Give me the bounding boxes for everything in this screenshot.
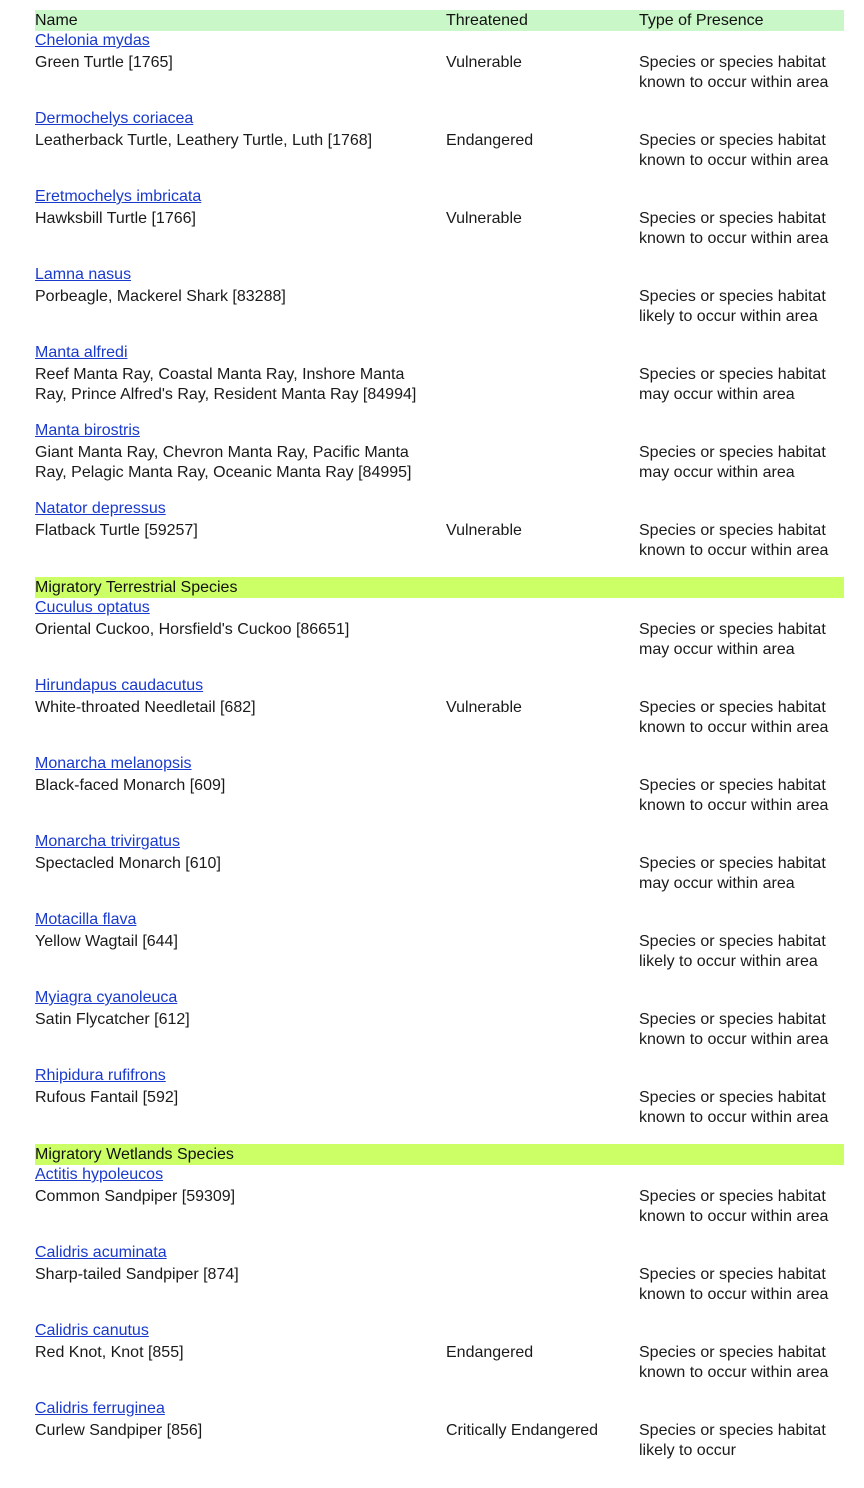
species-scientific-name-link[interactable]: Lamna nasus xyxy=(35,266,132,283)
column-header-presence: Type of Presence xyxy=(639,12,764,29)
threatened-status: Vulnerable xyxy=(446,54,522,71)
species-scientific-name-link[interactable]: Eretmochelys imbricata xyxy=(35,188,202,205)
section-title: Migratory Wetlands Species xyxy=(35,1146,234,1163)
presence-type: Species or species habitat likely to occur within area xyxy=(639,288,826,325)
presence-type: Species or species habitat may occur within area xyxy=(639,444,826,481)
species-row xyxy=(35,343,844,421)
presence-type: Species or species habitat known to occur within area xyxy=(639,777,829,814)
species-common-name: Spectacled Monarch [610] xyxy=(35,855,221,872)
species-row xyxy=(35,265,844,343)
species-common-name: Green Turtle [1765] xyxy=(35,54,173,71)
presence-type: Species or species habitat known to occur within area xyxy=(639,1188,829,1225)
species-common-name: Flatback Turtle [59257] xyxy=(35,522,198,539)
species-common-name: Oriental Cuckoo, Horsfield's Cuckoo [86651] xyxy=(35,621,350,638)
section-header xyxy=(35,1144,844,1165)
species-scientific-name-link[interactable]: Calidris acuminata xyxy=(35,1244,167,1261)
threatened-status: Critically Endangered xyxy=(446,1422,599,1439)
species-scientific-name-link[interactable]: Manta alfredi xyxy=(35,344,128,361)
presence-type: Species or species habitat known to occur within area xyxy=(639,1089,829,1126)
presence-type: Species or species habitat likely to occur within area xyxy=(639,933,826,970)
species-scientific-name-link[interactable]: Monarcha trivirgatus xyxy=(35,833,180,850)
species-scientific-name-link[interactable]: Motacilla flava xyxy=(35,911,137,928)
table-header-row xyxy=(35,10,844,31)
species-common-name: Reef Manta Ray, Coastal Manta Ray, Inshore Manta Ray, Prince Alfred's Ray, Resident Manta Ray [84994] xyxy=(35,366,417,403)
species-row xyxy=(35,31,844,109)
presence-type: Species or species habitat may occur within area xyxy=(639,855,826,892)
species-common-name: Hawksbill Turtle [1766] xyxy=(35,210,196,227)
species-scientific-name-link[interactable]: Natator depressus xyxy=(35,500,166,517)
species-table xyxy=(35,10,844,1477)
presence-type: Species or species habitat likely to occur xyxy=(639,1422,826,1459)
species-row xyxy=(35,1066,844,1144)
species-common-name: Porbeagle, Mackerel Shark [83288] xyxy=(35,288,286,305)
threatened-status: Endangered xyxy=(446,1344,534,1361)
threatened-status: Endangered xyxy=(446,132,534,149)
species-row xyxy=(35,109,844,187)
species-scientific-name-link[interactable]: Dermochelys coriacea xyxy=(35,110,194,127)
presence-type: Species or species habitat known to occur within area xyxy=(639,1011,829,1048)
presence-type: Species or species habitat known to occur within area xyxy=(639,1344,829,1381)
species-common-name: Yellow Wagtail [644] xyxy=(35,933,178,950)
species-common-name: White-throated Needletail [682] xyxy=(35,699,256,716)
species-scientific-name-link[interactable]: Calidris canutus xyxy=(35,1322,149,1339)
species-common-name: Giant Manta Ray, Chevron Manta Ray, Pacific Manta Ray, Pelagic Manta Ray, Oceanic Manta Ray [84995] xyxy=(35,444,412,481)
species-scientific-name-link[interactable]: Cuculus optatus xyxy=(35,599,150,616)
presence-type: Species or species habitat may occur within area xyxy=(639,366,826,403)
presence-type: Species or species habitat known to occur within area xyxy=(639,699,829,736)
threatened-status: Vulnerable xyxy=(446,699,522,716)
species-common-name: Rufous Fantail [592] xyxy=(35,1089,179,1106)
species-common-name: Black-faced Monarch [609] xyxy=(35,777,226,794)
threatened-status: Vulnerable xyxy=(446,210,522,227)
species-row xyxy=(35,676,844,754)
presence-type: Species or species habitat known to occur within area xyxy=(639,1266,829,1303)
species-common-name: Red Knot, Knot [855] xyxy=(35,1344,184,1361)
section-title: Migratory Terrestrial Species xyxy=(35,579,238,596)
species-common-name: Curlew Sandpiper [856] xyxy=(35,1422,203,1439)
species-scientific-name-link[interactable]: Hirundapus caudacutus xyxy=(35,677,204,694)
table-body xyxy=(35,31,844,1477)
species-common-name: Sharp-tailed Sandpiper [874] xyxy=(35,1266,239,1283)
species-scientific-name-link[interactable]: Actitis hypoleucos xyxy=(35,1166,164,1183)
species-row xyxy=(35,1399,844,1477)
species-row xyxy=(35,1321,844,1399)
species-common-name: Common Sandpiper [59309] xyxy=(35,1188,236,1205)
column-header-threatened: Threatened xyxy=(446,12,528,29)
species-scientific-name-link[interactable]: Rhipidura rufifrons xyxy=(35,1067,166,1084)
species-row xyxy=(35,910,844,988)
species-row xyxy=(35,499,844,577)
species-common-name: Leatherback Turtle, Leathery Turtle, Luth [1768] xyxy=(35,132,373,149)
species-scientific-name-link[interactable]: Chelonia mydas xyxy=(35,32,150,49)
species-row xyxy=(35,187,844,265)
species-scientific-name-link[interactable]: Manta birostris xyxy=(35,422,140,439)
presence-type: Species or species habitat known to occur within area xyxy=(639,210,829,247)
presence-type: Species or species habitat known to occur within area xyxy=(639,132,829,169)
species-row xyxy=(35,598,844,676)
species-row xyxy=(35,988,844,1066)
section-header xyxy=(35,577,844,598)
species-row xyxy=(35,832,844,910)
species-row xyxy=(35,421,844,499)
species-row xyxy=(35,754,844,832)
threatened-status: Vulnerable xyxy=(446,522,522,539)
column-header-name: Name xyxy=(35,12,78,29)
species-scientific-name-link[interactable]: Myiagra cyanoleuca xyxy=(35,989,178,1006)
species-common-name: Satin Flycatcher [612] xyxy=(35,1011,190,1028)
species-row xyxy=(35,1165,844,1243)
presence-type: Species or species habitat known to occur within area xyxy=(639,522,829,559)
species-scientific-name-link[interactable]: Calidris ferruginea xyxy=(35,1400,165,1417)
presence-type: Species or species habitat may occur within area xyxy=(639,621,826,658)
species-row xyxy=(35,1243,844,1321)
presence-type: Species or species habitat known to occur within area xyxy=(639,54,829,91)
species-scientific-name-link[interactable]: Monarcha melanopsis xyxy=(35,755,192,772)
